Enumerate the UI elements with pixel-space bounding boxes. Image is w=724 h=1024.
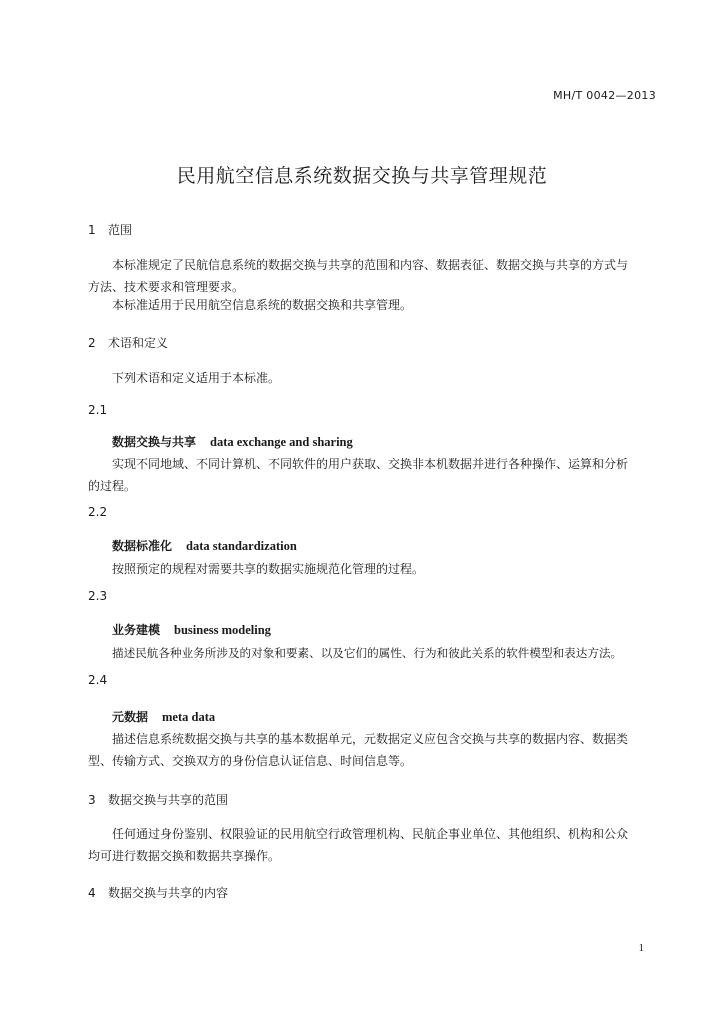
section-1-paragraph-1: [88, 254, 656, 298]
section-title: 数据交换与共享的内容: [108, 886, 229, 900]
text-line: 本标准规定了民航信息系统的数据交换与共享的范围和内容、数据表征、数据交换与共享的方式与: [112, 258, 629, 272]
term-2-4-number: 2.4: [88, 673, 108, 687]
section-1-paragraph-2: [88, 294, 656, 316]
term-2-1: [112, 433, 353, 450]
section-4-heading: [88, 884, 228, 901]
term-chinese: 业务建模: [112, 623, 161, 637]
term-2-2: [112, 537, 297, 554]
section-2-heading: [88, 334, 168, 351]
section-3-heading: [88, 791, 228, 808]
page-number: 1: [638, 942, 644, 954]
text-line: 下列术语和定义适用于本标准。: [112, 371, 281, 385]
term-2-3-number: 2.3: [88, 589, 108, 603]
text-line: 实现不同地域、不同计算机、不同软件的用户获取、交换非本机数据并进行各种操作、运算和分析: [112, 457, 629, 471]
section-title: 范围: [108, 223, 133, 237]
section-number: 4: [88, 886, 96, 900]
standard-number: MH/T 0042—2013: [553, 89, 656, 102]
text-line: 描述信息系统数据交换与共享的基本数据单元，元数据定义应包含交换与共享的数据内容、数据类: [112, 732, 629, 746]
term-2-1-definition: [88, 453, 656, 497]
text-line: 本标准适用于民用航空信息系统的数据交换和共享管理。: [112, 298, 413, 312]
document-title: 民用航空信息系统数据交换与共享管理规范: [176, 165, 548, 187]
term-chinese: 数据交换与共享: [112, 435, 197, 449]
text-line: 按照预定的规程对需要共享的数据实施规范化管理的过程。: [112, 562, 425, 576]
section-number: 3: [88, 793, 96, 807]
term-english: meta data: [162, 710, 216, 724]
section-title: 数据交换与共享的范围: [108, 793, 229, 807]
term-chinese: 元数据: [112, 710, 149, 724]
text-line: 任何通过身份鉴别、权限验证的民用航空行政管理机构、民航企事业单位、其他组织、机构和公众: [112, 827, 629, 841]
term-2-1-number: 2.1: [88, 403, 108, 417]
text-line: 型、传输方式、交换双方的身份信息认证信息、时间信息等。: [88, 754, 413, 768]
term-chinese: 数据标准化: [112, 539, 173, 553]
text-line: 的过程。: [88, 479, 137, 493]
term-english: data exchange and sharing: [210, 435, 353, 449]
section-3-paragraph-1: [88, 823, 656, 867]
term-2-2-number: 2.2: [88, 505, 108, 519]
section-1-heading: [88, 221, 132, 238]
text-line: 均可进行数据交换和数据共享操作。: [88, 849, 281, 863]
text-line: 方法、技术要求和管理要求。: [88, 280, 245, 294]
section-number: 1: [88, 223, 96, 237]
term-2-2-definition: [88, 558, 656, 580]
term-2-3: [112, 621, 271, 638]
term-2-4-definition: [88, 728, 656, 772]
section-title: 术语和定义: [108, 336, 169, 350]
term-2-3-definition: [88, 642, 656, 664]
section-number: 2: [88, 336, 96, 350]
text-line: 描述民航各种业务所涉及的对象和要素、以及它们的属性、行为和彼此关系的软件模型和表达方法。: [112, 646, 623, 660]
term-2-4: [112, 708, 215, 725]
term-english: data standardization: [186, 539, 297, 553]
term-english: business modeling: [174, 623, 271, 637]
section-2-intro: [88, 367, 656, 389]
